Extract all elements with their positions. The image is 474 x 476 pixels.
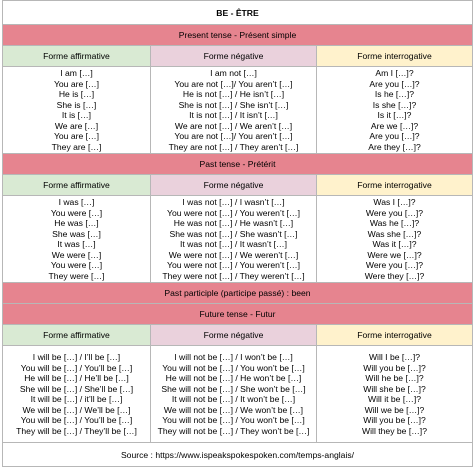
conjugation-line: You were […] bbox=[50, 260, 103, 270]
conjugation-line: It will not be […] / It won’t be […] bbox=[171, 394, 296, 404]
conjugation-line: You are […] bbox=[53, 131, 100, 141]
present-affirmative-cell bbox=[3, 67, 151, 154]
conjugation-line: We were […] bbox=[51, 249, 102, 260]
conjugation-line: We are […] bbox=[54, 120, 99, 131]
present-interrogative-cell bbox=[317, 67, 473, 154]
conjugation-line: We will be […] / We’ll be […] bbox=[22, 404, 131, 415]
conjugation-line: She is not […] / She isn’t […] bbox=[178, 99, 289, 110]
conjugation-line: Is it […]? bbox=[377, 110, 412, 120]
conjugation-line: They were […] bbox=[48, 270, 105, 281]
future-header-interrogative: Forme interrogative bbox=[317, 325, 473, 346]
conjugation-line: We are not […] / We aren’t […] bbox=[174, 120, 293, 131]
present-tense-band: Present tense - Présent simple bbox=[3, 25, 473, 46]
conjugation-line: Is he […]? bbox=[374, 89, 415, 99]
conjugation-line: She was not […] / She wasn’t […] bbox=[169, 228, 298, 239]
conjugation-line: Am I […]? bbox=[375, 68, 414, 78]
past-affirmative-cell bbox=[3, 196, 151, 283]
conjugation-line: It will be […] / it’ll be […] bbox=[30, 394, 123, 404]
conjugation-line: You will be […] / You’ll be […] bbox=[20, 415, 133, 425]
conjugation-line: You are […] bbox=[53, 78, 100, 89]
conjugation-line: I am […] bbox=[60, 68, 93, 78]
future-interrogative-cell bbox=[317, 346, 473, 443]
conjugation-line: Are we […]? bbox=[370, 120, 419, 131]
conjugation-line: Will you be […]? bbox=[363, 415, 426, 425]
conjugation-line: Was she […]? bbox=[367, 228, 422, 239]
conjugation-line: He will not be […] / He won’t be […] bbox=[165, 373, 302, 383]
conjugation-line: I will not be […] / I won’t be […] bbox=[174, 352, 293, 362]
conjugation-line: We will not be […] / We won’t be […] bbox=[163, 404, 304, 415]
conjugation-line: I was not […] / I wasn’t […] bbox=[182, 197, 285, 207]
conjugation-line: Are they […]? bbox=[368, 141, 421, 152]
conjugation-line: Will I be […]? bbox=[368, 352, 421, 362]
past-interrogative-cell bbox=[317, 196, 473, 283]
conjugation-line: They are not […] / They aren’t […] bbox=[168, 141, 299, 152]
future-negative-cell bbox=[151, 346, 317, 443]
conjugation-line: I will be […] / I’ll be […] bbox=[32, 352, 121, 362]
conjugation-line: You will not be […] / You won’t be […] bbox=[162, 415, 305, 425]
future-header-negative: Forme négative bbox=[151, 325, 317, 346]
conjugation-line: He was not […] / He wasn’t […] bbox=[173, 218, 294, 228]
conjugation-line: Will it be […]? bbox=[367, 394, 421, 404]
conjugation-line: Was it […]? bbox=[372, 239, 417, 249]
conjugation-line: It is […] bbox=[61, 110, 92, 120]
conjugation-line: Were we […]? bbox=[367, 249, 422, 260]
present-header-interrogative: Forme interrogative bbox=[317, 46, 473, 67]
conjugation-line: He will be […] / He’ll be […] bbox=[24, 373, 129, 383]
present-negative-cell bbox=[151, 67, 317, 154]
conjugation-line: They will be […] / They’ll be […] bbox=[16, 425, 137, 436]
past-tense-band: Past tense - Prétérit bbox=[3, 154, 473, 175]
conjugation-line: She was […] bbox=[52, 228, 101, 239]
page-title: BE - ÊTRE bbox=[3, 1, 473, 25]
conjugation-line: Are you […]? bbox=[369, 78, 420, 89]
conjugation-line: It was not […] / It wasn’t […] bbox=[180, 239, 287, 249]
past-negative-cell bbox=[151, 196, 317, 283]
conjugation-line: Will they be […]? bbox=[362, 425, 427, 436]
conjugation-line: Was I […]? bbox=[373, 197, 416, 207]
future-affirmative-cell bbox=[3, 346, 151, 443]
source-line: Source : https://www.ispeakspokespoken.com/temps-anglais/ bbox=[3, 443, 473, 467]
conjugation-line: Will you be […]? bbox=[363, 362, 426, 373]
conjugation-line: Was he […]? bbox=[369, 218, 420, 228]
conjugation-line: It is not […] / It isn’t […] bbox=[189, 110, 278, 120]
conjugation-line: It was […] bbox=[57, 239, 96, 249]
past-header-negative: Forme négative bbox=[151, 175, 317, 196]
conjugation-line: We were not […] / We weren’t […] bbox=[168, 249, 299, 260]
conjugation-line: You were not […] / You weren’t […] bbox=[167, 207, 300, 218]
conjugation-line: He is not […] / He isn’t […] bbox=[182, 89, 285, 99]
conjugation-line: You were not […] / You weren’t […] bbox=[167, 260, 300, 270]
conjugation-line: You will not be […] / You won’t be […] bbox=[162, 362, 305, 373]
conjugation-line: Were you […]? bbox=[365, 260, 424, 270]
conjugation-line: She is […] bbox=[56, 99, 97, 110]
conjugation-line: You are not […]/ You aren’t […] bbox=[174, 131, 293, 141]
conjugation-line: He was […] bbox=[54, 218, 99, 228]
past-participle-band: Past participle (participe passé) : been bbox=[3, 283, 473, 304]
conjugation-line: I am not […] bbox=[210, 68, 257, 78]
conjugation-line: They are […] bbox=[51, 141, 102, 152]
conjugation-line: They were not […] / They weren’t […] bbox=[162, 270, 305, 281]
conjugation-line: Were they […]? bbox=[364, 270, 425, 281]
future-header-affirmative: Forme affirmative bbox=[3, 325, 151, 346]
conjugation-line: You are not […]/ You aren’t […] bbox=[174, 78, 293, 89]
conjugation-line: Will she be […]? bbox=[363, 383, 426, 394]
conjugation-line: He is […] bbox=[58, 89, 95, 99]
conjugation-line: Is she […]? bbox=[372, 99, 417, 110]
conjugation-line: She will not be […] / She won’t be […] bbox=[161, 383, 306, 394]
conjugation-line: Will we be […]? bbox=[364, 404, 425, 415]
future-tense-band: Future tense - Futur bbox=[3, 304, 473, 325]
conjugation-line: She will be […] / She’ll be […] bbox=[19, 383, 134, 394]
conjugation-line: I was […] bbox=[58, 197, 95, 207]
conjugation-line: You were […] bbox=[50, 207, 103, 218]
conjugation-line: Are you […]? bbox=[369, 131, 420, 141]
past-header-interrogative: Forme interrogative bbox=[317, 175, 473, 196]
past-header-affirmative: Forme affirmative bbox=[3, 175, 151, 196]
present-header-negative: Forme négative bbox=[151, 46, 317, 67]
present-header-affirmative: Forme affirmative bbox=[3, 46, 151, 67]
conjugation-line: You will be […] / You’ll be […] bbox=[20, 362, 133, 373]
conjugation-table bbox=[2, 0, 473, 467]
conjugation-line: They will not be […] / They won’t be […] bbox=[157, 425, 310, 436]
conjugation-line: Will he be […]? bbox=[365, 373, 424, 383]
conjugation-line: Were you […]? bbox=[365, 207, 424, 218]
